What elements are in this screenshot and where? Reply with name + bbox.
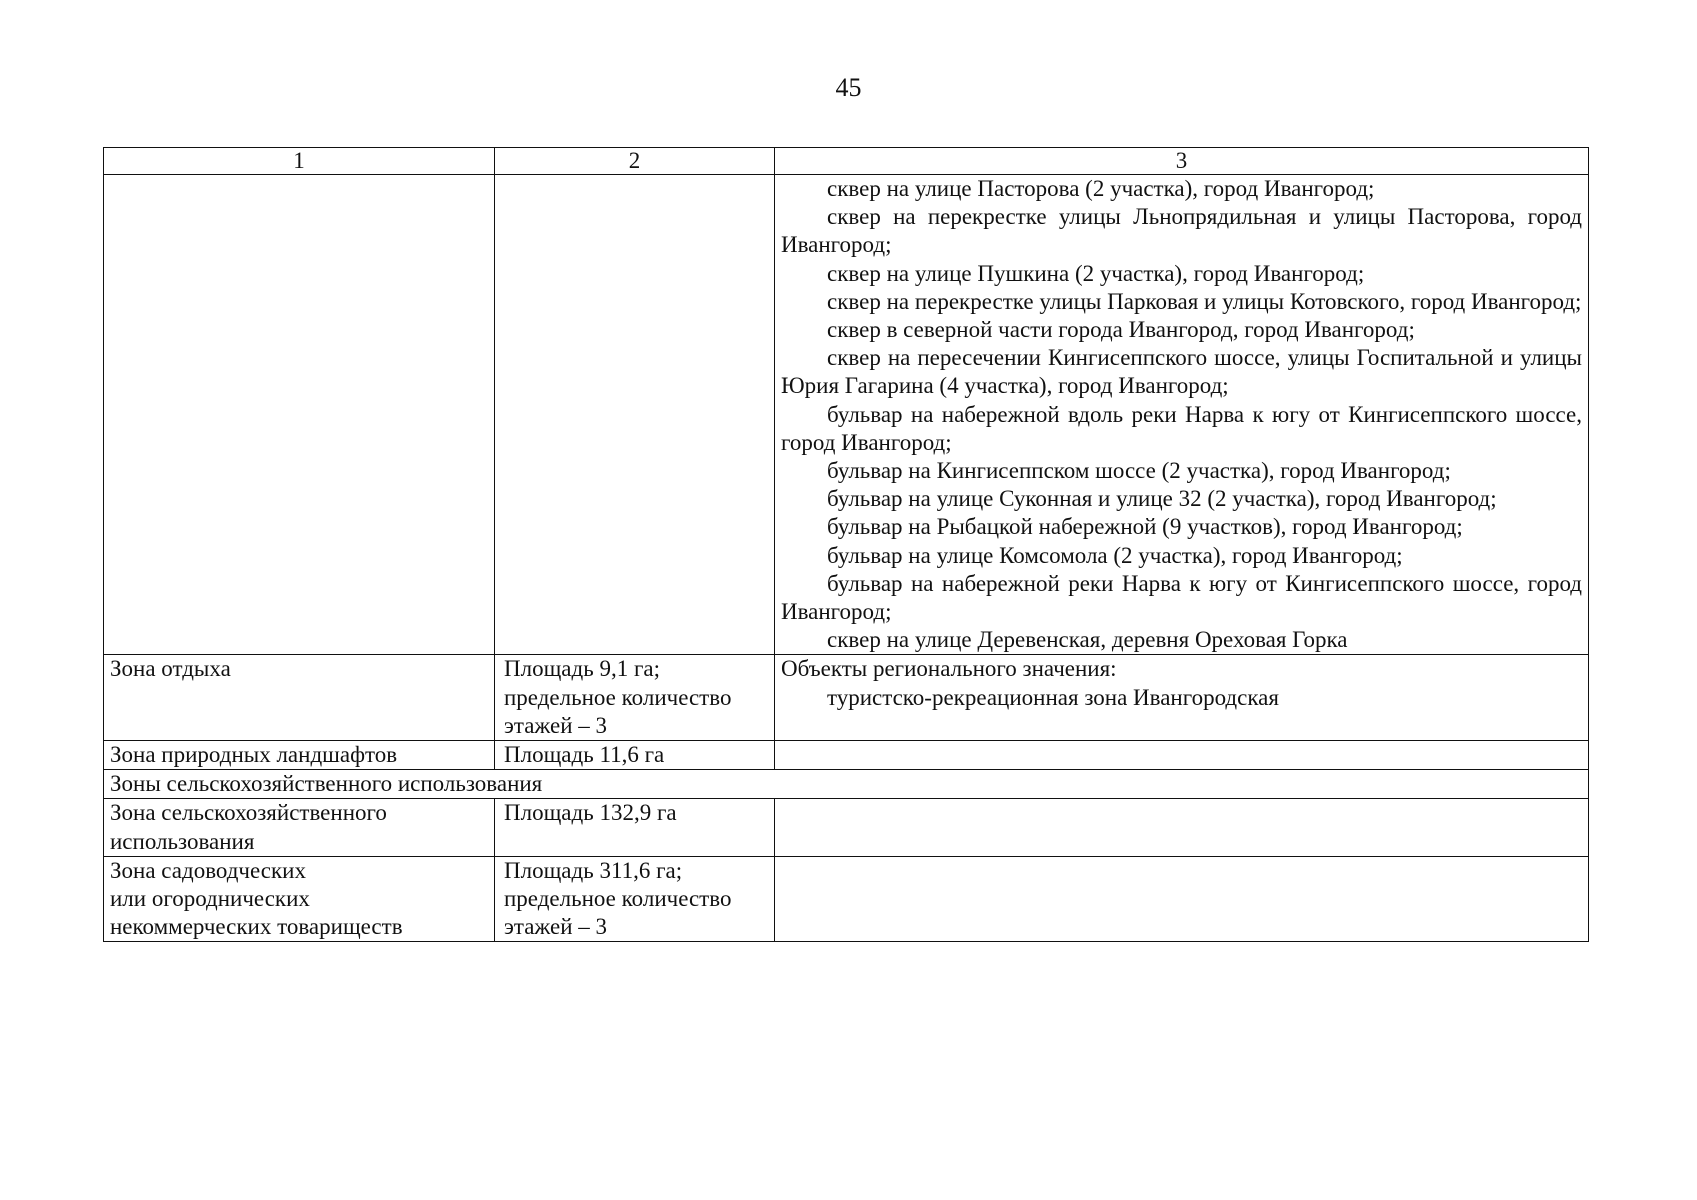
list-item: сквер на пересечении Кингисеппского шоссе, улицы Госпитальной и улицы Юрия Гагарина (4 участка), город Ивангород; <box>781 345 1582 399</box>
zone-objects-cell <box>775 741 1589 770</box>
zone-name-cell <box>104 799 495 856</box>
zones-table <box>103 147 1589 942</box>
column-header-2: 2 <box>495 148 775 175</box>
section-heading: Зоны сельскохозяйственного использования <box>104 770 1589 799</box>
page-number: 45 <box>835 73 862 102</box>
zone-name-cell <box>104 856 495 942</box>
table-row <box>104 856 1589 942</box>
zone-params-cell: Площадь 11,6 га <box>495 741 775 770</box>
table-header-row <box>104 148 1589 175</box>
list-item: сквер в северной части города Ивангород, город Ивангород; <box>827 317 1415 343</box>
column-header-1: 1 <box>104 148 495 175</box>
zone-params-cell <box>495 175 775 655</box>
list-item: сквер на перекрестке улицы Льнопрядильная и улицы Пасторова, город Ивангород; <box>781 204 1582 258</box>
param-line: этажей – 3 <box>504 712 608 738</box>
param-line: предельное количество <box>504 886 732 912</box>
table-row <box>104 799 1589 856</box>
param-line: предельное количество <box>504 684 732 710</box>
name-line: Зона сельскохозяйственного <box>110 800 387 826</box>
zone-objects-cell <box>775 655 1589 741</box>
name-line: некоммерческих товариществ <box>110 914 403 940</box>
list-item: туристско-рекреационная зона Ивангородская <box>827 684 1279 710</box>
list-item: бульвар на набережной реки Нарва к югу от Кингисеппского шоссе, город Ивангород; <box>781 570 1582 625</box>
name-line: Зона садоводческих <box>110 857 306 883</box>
table-section-row <box>104 770 1589 799</box>
param-line: этажей – 3 <box>504 914 608 940</box>
objects-title: Объекты регионального значения: <box>781 656 1117 682</box>
column-header-3: 3 <box>775 148 1589 175</box>
zone-objects-cell <box>775 856 1589 942</box>
table-row <box>104 175 1589 655</box>
zone-objects-cell <box>775 799 1589 856</box>
zone-params-cell <box>495 655 775 741</box>
param-line: Площадь 311,6 га; <box>504 857 683 883</box>
param-line: Площадь 9,1 га; <box>504 656 660 682</box>
zone-params-cell: Площадь 132,9 га <box>495 799 775 856</box>
table-row <box>104 655 1589 741</box>
zone-name-cell: Зона природных ландшафтов <box>104 741 495 770</box>
name-line: использования <box>110 828 255 854</box>
table-row <box>104 741 1589 770</box>
list-item: сквер на улице Пушкина (2 участка), город Ивангород; <box>827 260 1365 286</box>
zone-params-cell <box>495 856 775 942</box>
zone-objects-cell <box>775 175 1589 655</box>
zone-name-cell <box>104 175 495 655</box>
list-item: сквер на перекрестке улицы Парковая и улицы Котовского, город Ивангород; <box>827 288 1582 314</box>
list-item: сквер на улице Пасторова (2 участка), город Ивангород; <box>827 176 1375 201</box>
name-line: или огороднических <box>110 886 310 912</box>
list-item: бульвар на набережной вдоль реки Нарва к югу от Кингисеппского шоссе, город Ивангород; <box>781 401 1582 455</box>
list-item: сквер на улице Деревенская, деревня Ореховая Горка <box>827 627 1348 653</box>
list-item: бульвар на улице Комсомола (2 участка), город Ивангород; <box>827 542 1403 568</box>
zone-name-cell: Зона отдыха <box>104 655 495 741</box>
list-item: бульвар на Рыбацкой набережной (9 участков), город Ивангород; <box>827 514 1463 540</box>
list-item: бульвар на Кингисеппском шоссе (2 участка), город Ивангород; <box>827 458 1451 484</box>
list-item: бульвар на улице Суконная и улице 32 (2 участка), город Ивангород; <box>827 486 1497 512</box>
